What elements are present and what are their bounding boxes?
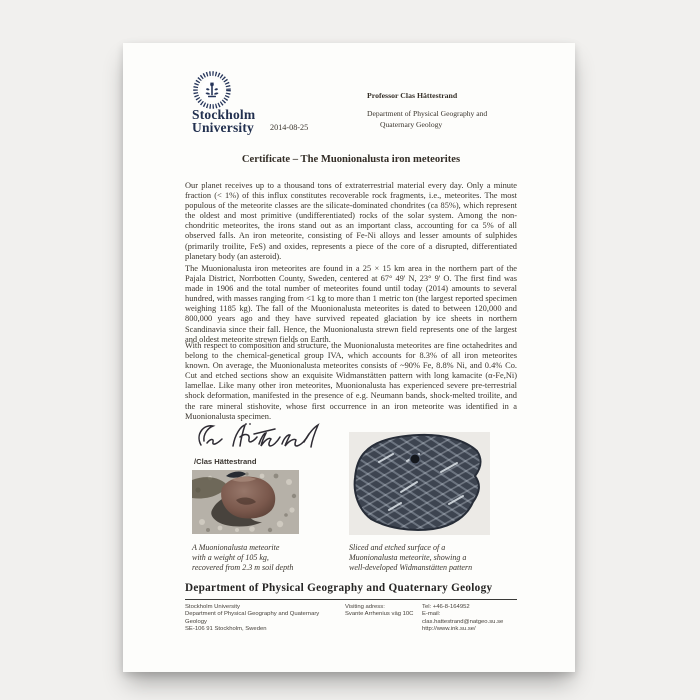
footer-visiting-block [345,604,417,619]
footer-department-heading: Department of Physical Geography and Quaternary Geology [185,582,493,594]
signatory-name: /Clas Hättestrand [194,457,257,466]
footer-phone: Tel: +46-8-164952 [422,604,470,610]
university-wordmark [192,109,255,134]
handwritten-signature [191,420,333,456]
meteorite-in-soil-photo [192,470,299,534]
figure-1-caption-line1: A Muonionalusta meteorite [192,543,280,552]
paragraph-2: The Muonionalusta iron meteorites are found in a 25 × 15 km area in the northern part of the Pajala District, Norrbotten County, Sweden, centered at 67° 49' N, 23° 9' O. The first find was made in 1906 and the total number of meteorites found until today (2014) amounts to several hundred, with masses ranging from <1 kg to more than 1 metric ton (the largest reported specimen weighing 1185 kg). The fall of the Muonionalusta meteorites is dated to between 120,000 and 800,000 years ago and they have survived repeated glaciation by ice sheets in northern Scandinavia since their fall. Hence, the Muonionalusta strewn field represents one of the largest and oldest meteorite strewn fields on Earth. [185,264,517,344]
university-wordmark-line1: Stockholm [192,107,256,122]
figure-2-caption-line2: Muonionalusta meteorite, showing a [349,553,467,563]
university-seal-icon [192,70,232,110]
footer-visiting-label: Visiting adress: [345,604,385,610]
footer-visiting-address: Svante Arrhenius väg 10C [345,611,414,618]
footer-website: http://www.ink.su.se/ [422,625,476,632]
footer-university: Stockholm University [185,604,240,610]
figure-2-caption [349,543,509,574]
footer-postal-address: SE-106 91 Stockholm, Sweden [185,625,267,632]
certificate-page [123,43,575,672]
professor-name: Professor Clas Hättestrand [367,91,458,100]
figure-1-caption-line3: recovered from 2.3 m soil depth [192,563,294,573]
figure-1-caption-line2: with a weight of 105 kg, [192,553,269,563]
footer-department: Department of Physical Geography and Quaternary Geology [185,611,320,625]
footer-rule [185,599,517,600]
department-line1: Department of Physical Geography and [367,109,488,118]
certificate-title: Certificate – The Muonionalusta iron meteorites [241,154,461,165]
figure-1-caption [192,543,342,574]
paragraph-3: With respect to composition and structure, the Muonionalusta meteorites are fine octahedrites and belong to the chemical-genetical group IVA, which accounts for 8.3% of all iron meteorites known. On average, the Muonionalusta meteorites consists of ~90% Fe, 8.8% Ni, and 0.4% Co. Cut and etched sections show an exquisite Widmanstätten pattern with long kamacite (α-Fe,Ni) lamellae. Like many other iron meteorites, Muonionalusta has experienced severe pre-terrestrial shock deformation, manifested in the presence of e.g. Neumann bands, shock-melted troilite, and the rare mineral stishovite, whose first occurrence in an iron meteorite was identified in a Muonionalusta specimen. [185,341,517,421]
paragraph-1: Our planet receives up to a thousand tons of extraterrestrial material every day. Only a minute fraction (< 1%) of this influx constitutes recoverable rock fragments, i.e., meteorites. The most populous of the meteorite classes are the silicate-dominated chondrites (ca 85%), which represent the oldest and most primitive (undifferentiated) rocks of the solar system. Among the non-chondritic meteorites, the irons stand out as an important class, accounting for ca 5% of all observed falls. An iron meteorite, consisting of Fe-Ni alloys and lesser amounts of sulphides (primarily troilite, FeS) and oxides, represents a piece of the core of a disrupted, differentiated planetary body (an asteroid). [185,181,517,261]
document-date: 2014-08-25 [270,123,309,132]
university-wordmark-line2: University [192,119,254,135]
footer-email: E-mail: clas.hattestrand@natgeo.su.se [422,611,504,625]
sliced-meteorite-photo [349,432,490,535]
figure-2-caption-line3: well-developed Widmanstätten pattern [349,563,473,573]
department-line2: Quaternary Geology [380,119,443,129]
footer-address-block [185,604,340,633]
figure-2-caption-line1: Sliced and etched surface of a [349,543,446,552]
footer-contact-block [422,604,522,633]
